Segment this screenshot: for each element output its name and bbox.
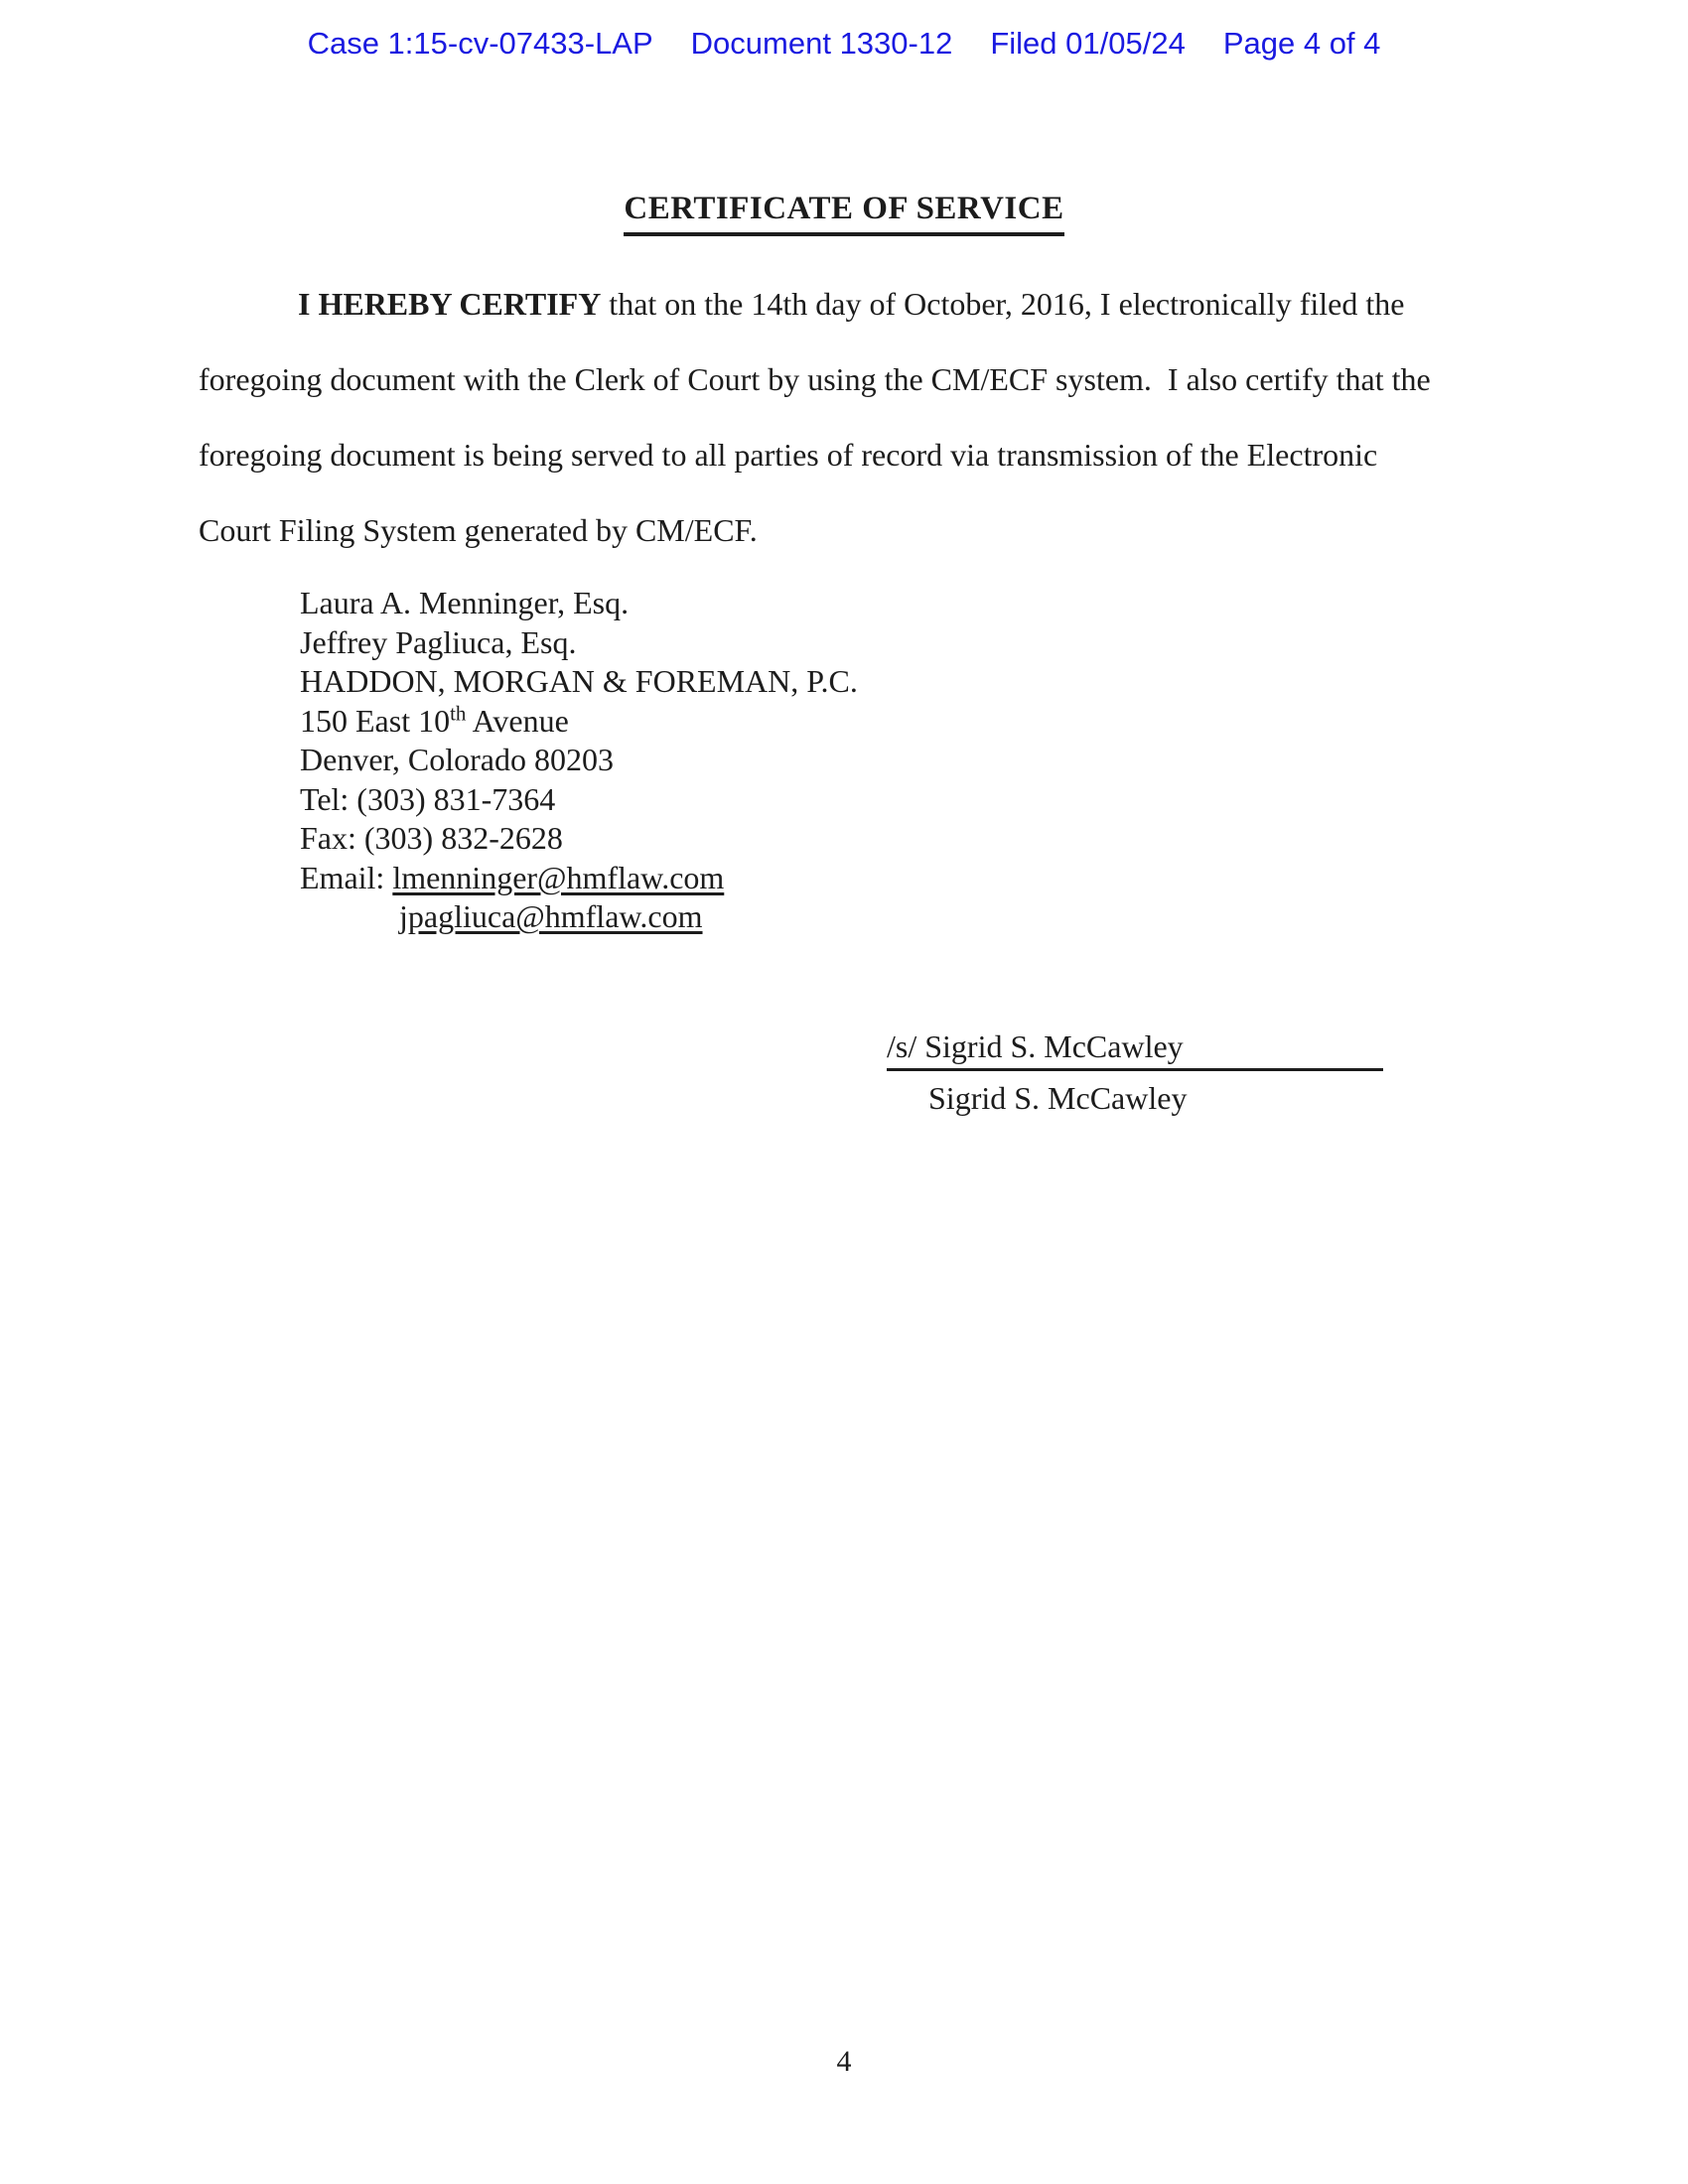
paragraph-line-2: foregoing document with the Clerk of Court by using the CM/ECF system. I also certify that the: [199, 361, 1431, 397]
email-address-1: lmenninger@hmflaw.com: [392, 859, 725, 895]
paragraph-line-1: [199, 266, 1509, 341]
paragraph-line-3: foregoing document is being served to all parties of record via transmission of the Electronic: [199, 437, 1378, 473]
line1-text: that on the 14th day of October, 2016, I electronically filed the: [601, 286, 1405, 322]
city-state-zip: Denver, Colorado 80203: [300, 742, 614, 777]
attorney-name-1: Laura A. Menninger, Esq.: [300, 585, 630, 620]
electronic-signature-line: /s/ Sigrid S. McCawley: [887, 1028, 1383, 1071]
street-name: Avenue: [466, 702, 569, 739]
email-line-2: [300, 897, 858, 937]
title-row: [0, 191, 1688, 236]
email-address-2: jpagliuca@hmflaw.com: [399, 898, 703, 934]
case-number: Case 1:15-cv-07433-LAP: [307, 26, 653, 61]
filed-date: Filed 01/05/24: [990, 26, 1186, 61]
firm-name: HADDON, MORGAN & FOREMAN, P.C.: [300, 663, 858, 699]
signature-block: [887, 1028, 1383, 1117]
signer-printed-name: Sigrid S. McCawley: [928, 1080, 1188, 1116]
paragraph-line-4: Court Filing System generated by CM/ECF.: [199, 512, 758, 548]
street-address: [300, 702, 858, 742]
document-number: Document 1330-12: [690, 26, 953, 61]
certificate-paragraph: [199, 266, 1509, 568]
fax: Fax: (303) 832-2628: [300, 820, 563, 856]
email-line-1: [300, 859, 858, 898]
street-number: 150 East 10: [300, 702, 451, 739]
attorney-address-block: [300, 584, 858, 937]
telephone: Tel: (303) 831-7364: [300, 780, 556, 817]
ordinal-suffix: th: [450, 700, 467, 725]
email-label: Email:: [300, 859, 393, 895]
ecf-header-stamp: [0, 26, 1688, 62]
page-number: 4: [836, 2045, 852, 2078]
attorney-name-2: Jeffrey Pagliuca, Esq.: [300, 623, 577, 660]
certify-phrase: I HEREBY CERTIFY: [298, 286, 602, 322]
page-indicator: Page 4 of 4: [1222, 26, 1381, 61]
document-title: CERTIFICATE OF SERVICE: [624, 191, 1063, 236]
